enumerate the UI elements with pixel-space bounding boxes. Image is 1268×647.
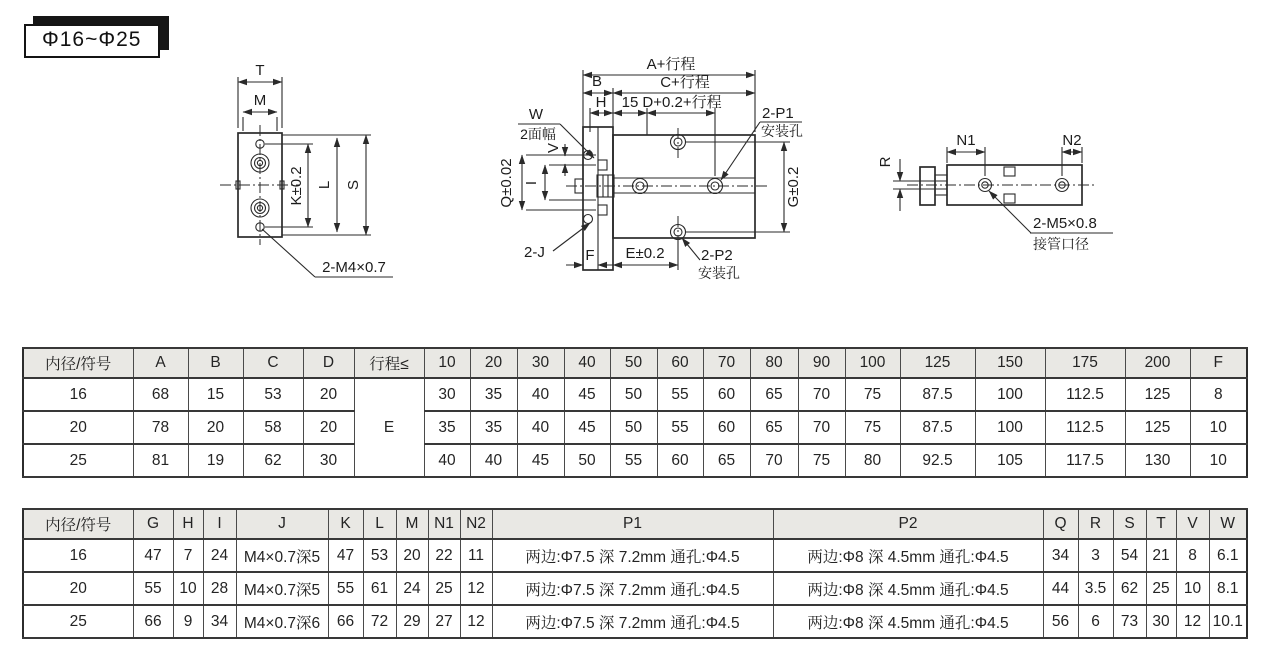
table-cell: 40 [517,378,564,411]
table-cell: 58 [243,411,303,444]
table-cell: 44 [1043,572,1078,605]
table-row [23,378,1247,411]
column-header: G [133,509,173,539]
table-cell: 34 [203,605,236,638]
table-cell: 66 [328,605,363,638]
table-cell: 80 [845,444,900,477]
bore-range-title: Φ16~Φ25 [24,24,160,58]
dim-label-H: H [595,94,607,111]
dim-label-C: C+行程 [660,74,710,91]
column-header: 内径/符号 [23,509,133,539]
table-cell: 9 [173,605,203,638]
table-cell: 16 [23,539,133,572]
merged-stroke-symbol-cell: E [354,378,424,477]
table-cell: 75 [798,444,845,477]
column-header: W [1209,509,1247,539]
table-cell: 65 [703,444,750,477]
port-thread-label: 2-M5×0.8 [1033,215,1097,232]
table-cell: 15 [188,378,243,411]
table-body [23,539,1247,638]
end-view-drawing [215,55,405,300]
table-cell: 55 [328,572,363,605]
dim-label-F: F [585,247,595,264]
table-cell: 10 [1190,411,1247,444]
column-header: N2 [460,509,492,539]
table-cell: 28 [203,572,236,605]
table-cell: 21 [1146,539,1176,572]
table-cell: 7 [173,539,203,572]
table-cell: 66 [133,605,173,638]
table-cell: 45 [517,444,564,477]
table-cell: 16 [23,378,133,411]
part-outline [893,165,1097,205]
table-cell: 8.1 [1209,572,1247,605]
table-cell: 12 [460,572,492,605]
hole-label-P2-sub: 安装孔 [698,265,740,281]
table-cell: 35 [470,411,517,444]
table-cell: 12 [1176,605,1209,638]
table-cell: 100 [975,378,1045,411]
table-cell: 92.5 [900,444,975,477]
table-cell: M4×0.7深6 [236,605,328,638]
hole-label-P2: 2-P2 [701,247,733,264]
table-cell: 30 [303,444,354,477]
table-row [23,572,1247,605]
part-outline [566,127,770,270]
column-header: 175 [1045,348,1125,378]
dim-label-Q: Q±0.02 [498,158,515,208]
table-cell: 两边:Φ8 深 4.5mm 通孔:Φ4.5 [773,572,1043,605]
column-header: J [236,509,328,539]
table-cell: 125 [1125,378,1190,411]
table-cell: 65 [750,411,798,444]
table-cell: 47 [328,539,363,572]
table-cell: 87.5 [900,411,975,444]
table-cell: 24 [396,572,428,605]
dimensions [498,56,803,281]
table-cell: 10 [1190,444,1247,477]
column-header: 10 [424,348,470,378]
table-cell: 112.5 [1045,378,1125,411]
dim-label-V: V [545,142,562,154]
table-header [23,348,1247,378]
table-cell: 78 [133,411,188,444]
table-cell: M4×0.7深5 [236,572,328,605]
dim-label-W: W [528,106,544,123]
table-cell: 60 [703,378,750,411]
column-header: P2 [773,509,1043,539]
column-header: 80 [750,348,798,378]
table-cell: 27 [428,605,460,638]
dim-label-E: E±0.2 [625,245,665,262]
table-cell: 20 [188,411,243,444]
table-cell: 35 [424,411,470,444]
column-header: 30 [517,348,564,378]
table-cell: 20 [23,572,133,605]
table-cell: 47 [133,539,173,572]
table-cell: 34 [1043,539,1078,572]
table-cell: 53 [363,539,396,572]
table-cell: 25 [23,605,133,638]
header-row [23,348,1247,378]
table-cell: 30 [424,378,470,411]
table-cell: 25 [428,572,460,605]
column-header: 内径/符号 [23,348,133,378]
table-cell: 70 [798,411,845,444]
dimension-table-stroke [22,347,1248,478]
table-cell: 75 [845,378,900,411]
table-cell: 20 [303,411,354,444]
column-header: V [1176,509,1209,539]
table-cell: 8 [1190,378,1247,411]
table-row [23,411,1247,444]
hole-label-J: 2-J [524,244,545,261]
table-cell: 125 [1125,411,1190,444]
table-cell: 60 [657,444,703,477]
column-header: 125 [900,348,975,378]
table-cell: 56 [1043,605,1078,638]
table-cell: 60 [703,411,750,444]
column-header: 150 [975,348,1045,378]
column-header: 60 [657,348,703,378]
table-cell: 11 [460,539,492,572]
table-cell: 两边:Φ7.5 深 7.2mm 通孔:Φ4.5 [492,539,773,572]
column-header: N1 [428,509,460,539]
table-cell: 25 [23,444,133,477]
table-cell: 55 [657,378,703,411]
table-cell: 40 [424,444,470,477]
table-cell: 6 [1078,605,1113,638]
table-cell: 73 [1113,605,1146,638]
dim-label-15: 15 [621,94,639,111]
column-header: 200 [1125,348,1190,378]
table-cell: 130 [1125,444,1190,477]
table-cell: 两边:Φ8 深 4.5mm 通孔:Φ4.5 [773,605,1043,638]
dim-label-S: S [345,179,362,191]
table-cell: 100 [975,411,1045,444]
column-header: 90 [798,348,845,378]
column-header: T [1146,509,1176,539]
table-cell: 24 [203,539,236,572]
table-cell: 61 [363,572,396,605]
column-header: 100 [845,348,900,378]
table-cell: 75 [845,411,900,444]
column-header: K [328,509,363,539]
table-cell: 70 [750,444,798,477]
table-row [23,539,1247,572]
dim-label-D: D+0.2+行程 [642,94,722,111]
table-cell: 62 [243,444,303,477]
table-row [23,444,1247,477]
column-header: 40 [564,348,610,378]
header-row [23,509,1247,539]
table-cell: 50 [564,444,610,477]
table-cell: 12 [460,605,492,638]
table-cell: 112.5 [1045,411,1125,444]
table-cell: 20 [303,378,354,411]
table-cell: 29 [396,605,428,638]
table-cell: 81 [133,444,188,477]
dim-label-A: A+行程 [646,56,696,73]
table-cell: 3 [1078,539,1113,572]
table-cell: 30 [1146,605,1176,638]
table-cell: 两边:Φ7.5 深 7.2mm 通孔:Φ4.5 [492,572,773,605]
table-cell: 10.1 [1209,605,1247,638]
table-cell: 两边:Φ8 深 4.5mm 通孔:Φ4.5 [773,539,1043,572]
column-header: M [396,509,428,539]
hole-label-P1: 2-P1 [762,105,794,122]
table-cell: 19 [188,444,243,477]
table-body [23,378,1247,477]
column-header: R [1078,509,1113,539]
table-cell: 53 [243,378,303,411]
table-cell: 10 [173,572,203,605]
table-cell: 117.5 [1045,444,1125,477]
dimension-table-detail [22,508,1248,639]
hole-label-P1-sub: 安装孔 [761,123,803,139]
front-view-drawing [478,52,833,297]
column-header: 50 [610,348,657,378]
column-header: I [203,509,236,539]
port-thread-sub-label: 接管口径 [1033,236,1089,252]
column-header: F [1190,348,1247,378]
thread-label: 2-M4×0.7 [322,259,386,276]
dim-label-N1: N1 [956,132,976,149]
dim-label-I: I [523,180,540,186]
column-header: 70 [703,348,750,378]
table-cell: 50 [610,411,657,444]
dim-label-G: G±0.2 [785,166,802,208]
dim-label-M: M [253,92,267,109]
table-cell: 22 [428,539,460,572]
column-header: 行程≤ [354,348,424,378]
column-header: H [173,509,203,539]
table-cell: 20 [23,411,133,444]
dim-label-K: K±0.2 [288,166,305,206]
table-cell: 55 [610,444,657,477]
table-cell: 45 [564,378,610,411]
table-cell: 8 [1176,539,1209,572]
table-cell: 25 [1146,572,1176,605]
column-header: 20 [470,348,517,378]
dim-label-B: B [591,73,603,90]
table-cell: 45 [564,411,610,444]
table-cell: 68 [133,378,188,411]
table-cell: 40 [517,411,564,444]
column-header: B [188,348,243,378]
column-header: D [303,348,354,378]
table-cell: 70 [798,378,845,411]
dimensions [877,132,1113,252]
table-cell: 3.5 [1078,572,1113,605]
top-view-drawing [865,105,1165,265]
column-header: P1 [492,509,773,539]
dimensions [238,62,393,277]
column-header: Q [1043,509,1078,539]
table-cell: 35 [470,378,517,411]
dim-label-R: R [877,156,894,168]
table-cell: 55 [657,411,703,444]
table-cell: 10 [1176,572,1209,605]
table-header [23,509,1247,539]
table-cell: 105 [975,444,1045,477]
dim-label-N2: N2 [1062,132,1082,149]
table-cell: 55 [133,572,173,605]
dim-label-L: L [316,180,333,190]
table-cell: 65 [750,378,798,411]
table-cell: 72 [363,605,396,638]
table-cell: M4×0.7深5 [236,539,328,572]
column-header: A [133,348,188,378]
table-cell: 87.5 [900,378,975,411]
table-cell: 62 [1113,572,1146,605]
table-cell: 40 [470,444,517,477]
table-row [23,605,1247,638]
table-cell: 两边:Φ7.5 深 7.2mm 通孔:Φ4.5 [492,605,773,638]
table-cell: 6.1 [1209,539,1247,572]
dim-label-W-sub: 2面幅 [520,126,556,142]
column-header: L [363,509,396,539]
column-header: C [243,348,303,378]
table-cell: 20 [396,539,428,572]
table-cell: 54 [1113,539,1146,572]
table-cell: 50 [610,378,657,411]
column-header: S [1113,509,1146,539]
dim-label-T: T [255,62,265,79]
